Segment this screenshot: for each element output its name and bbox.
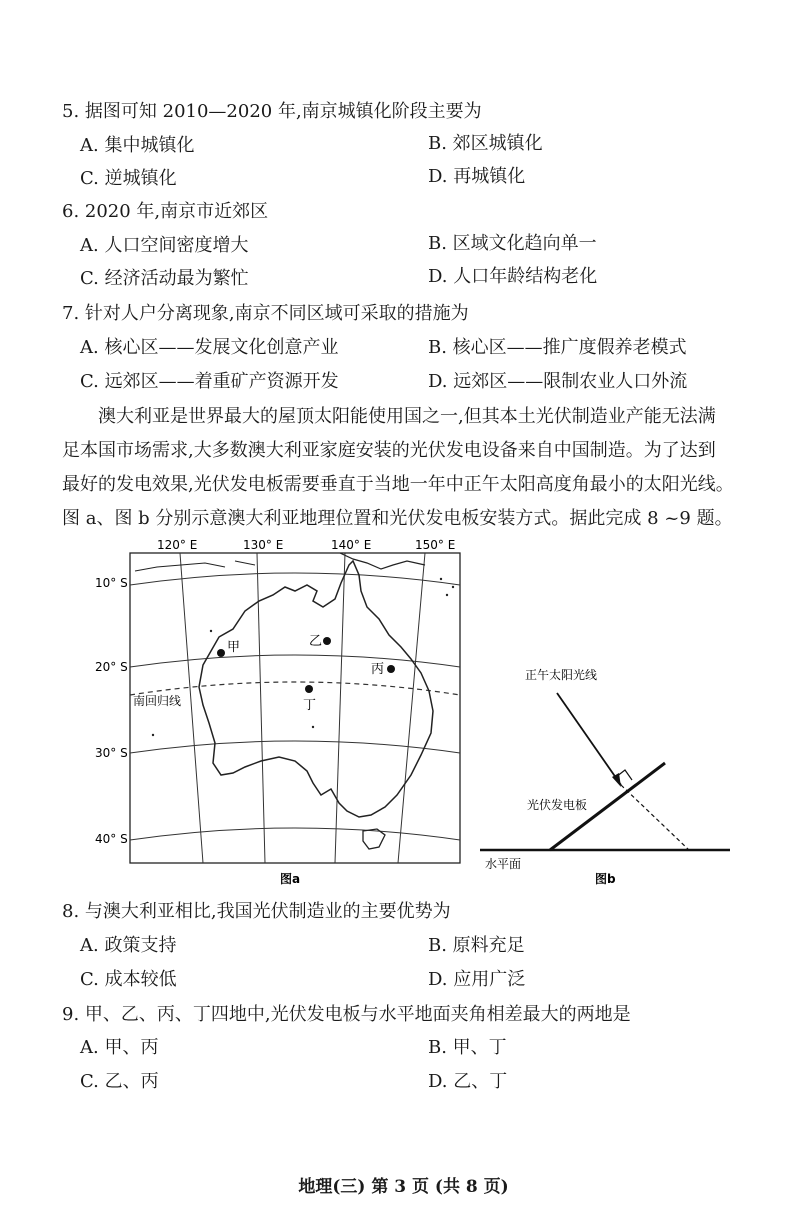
passage-line-2: 足本国市场需求,大多数澳大利亚家庭安装的光伏发电设备来自中国制造。为了达到: [62, 440, 716, 461]
place-bing-label: 丙: [371, 662, 385, 677]
q6-option-a: A. 人口空间密度增大: [80, 235, 249, 256]
sunray-line: [557, 693, 621, 785]
q8-option-d: D. 应用广泛: [428, 969, 526, 990]
sunray-label: 正午太阳光线: [525, 668, 598, 682]
passage-line-3: 最好的发电效果,光伏发电板需要垂直于当地一年中正午太阳高度角最小的太阳光线。: [62, 474, 734, 495]
question-8-stem: 8. 与澳大利亚相比,我国光伏制造业的主要优势为: [62, 901, 451, 922]
tasmania-outline: [363, 829, 385, 849]
lat-label-10: 10° S: [95, 576, 128, 590]
figure-b-diagram: [475, 655, 745, 895]
q8-option-a: A. 政策支持: [80, 935, 177, 956]
sunray-dashed-extension: [621, 785, 689, 850]
page-footer: 地理(三) 第 3 页 (共 8 页): [298, 1177, 509, 1197]
q7-option-a: A. 核心区——发展文化创意产业: [80, 337, 339, 358]
indonesia-islands: [135, 561, 255, 571]
panel-label: 光伏发电板: [527, 798, 588, 812]
place-jia-marker: [217, 649, 225, 657]
question-9-stem: 9. 甲、乙、丙、丁四地中,光伏发电板与水平地面夹角相差最大的两地是: [62, 1004, 631, 1025]
q8-option-b: B. 原料充足: [428, 935, 525, 956]
place-ding-marker: [305, 685, 313, 693]
q5-option-a: A. 集中城镇化: [80, 135, 195, 156]
figure-a-map: [95, 535, 475, 895]
q7-option-b: B. 核心区——推广度假养老模式: [428, 337, 687, 358]
place-jia-label: 甲: [227, 640, 241, 655]
q9-option-c: C. 乙、丙: [80, 1071, 159, 1092]
place-yi-marker: [323, 637, 331, 645]
lon-label-150: 150° E: [415, 538, 456, 552]
lon-label-140: 140° E: [331, 538, 372, 552]
lon-label-130: 130° E: [243, 538, 284, 552]
q9-option-a: A. 甲、丙: [80, 1037, 159, 1058]
figure-b-caption: 图b: [595, 872, 616, 886]
place-ding-label: 丁: [303, 698, 317, 713]
q5-option-b: B. 郊区城镇化: [428, 133, 543, 154]
lat-label-20: 20° S: [95, 660, 128, 674]
q8-option-c: C. 成本较低: [80, 969, 177, 990]
passage-line-4: 图 a、图 b 分别示意澳大利亚地理位置和光伏发电板安装方式。据此完成 8 ~9 题。: [62, 508, 733, 529]
australia-outline: [199, 561, 433, 817]
q6-option-c: C. 经济活动最为繁忙: [80, 268, 249, 289]
q6-option-b: B. 区域文化趋向单一: [428, 233, 597, 254]
question-6-stem: 6. 2020 年,南京市近郊区: [62, 201, 269, 222]
q9-option-b: B. 甲、丁: [428, 1037, 507, 1058]
q5-option-d: D. 再城镇化: [428, 166, 526, 187]
q6-option-d: D. 人口年龄结构老化: [428, 266, 598, 287]
passage: [62, 400, 778, 536]
q9-option-d: D. 乙、丁: [428, 1071, 508, 1092]
question-7-stem: 7. 针对人户分离现象,南京不同区域可采取的措施为: [62, 303, 469, 324]
question-5-stem: 5. 据图可知 2010—2020 年,南京城镇化阶段主要为: [62, 101, 482, 122]
ground-label: 水平面: [485, 857, 522, 871]
q5-option-c: C. 逆城镇化: [80, 168, 177, 189]
lon-label-120: 120° E: [157, 538, 198, 552]
figure-a-caption: 图a: [280, 872, 301, 886]
tropic-label: 南回归线: [133, 694, 182, 708]
lat-label-30: 30° S: [95, 746, 128, 760]
q7-option-c: C. 远郊区——着重矿产资源开发: [80, 371, 339, 392]
place-yi-label: 乙: [309, 634, 323, 649]
lat-label-40: 40° S: [95, 832, 128, 846]
passage-line-1: 澳大利亚是世界最大的屋顶太阳能使用国之一,但其本土光伏制造业产能无法满: [98, 406, 716, 427]
place-bing-marker: [387, 665, 395, 673]
q7-option-d: D. 远郊区——限制农业人口外流: [428, 371, 688, 392]
